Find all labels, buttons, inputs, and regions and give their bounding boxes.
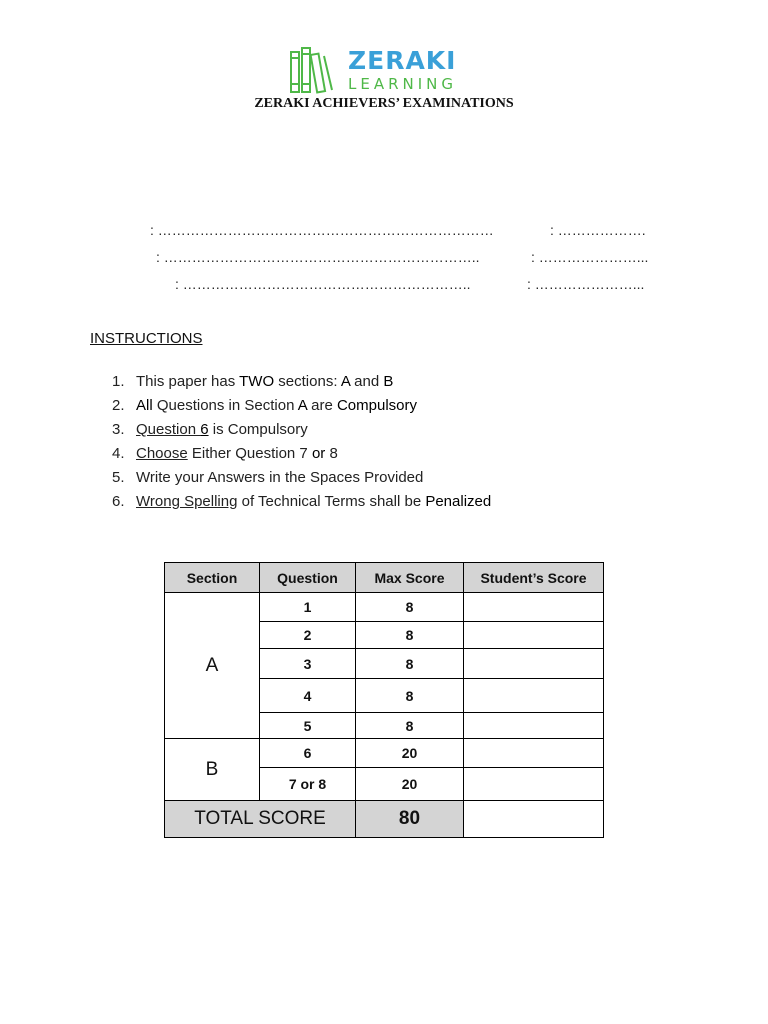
max-score-cell: 8: [356, 679, 464, 713]
text: are: [306, 397, 337, 414]
question-cell: 1: [260, 593, 356, 622]
header-section: Section: [165, 563, 260, 593]
student-score-input[interactable]: [464, 768, 604, 801]
item-number: 2.: [112, 397, 125, 414]
instructions-heading: INSTRUCTIONS: [90, 330, 203, 347]
field-line-2-left[interactable]: : …………………………………………………………..: [156, 249, 480, 265]
instruction-item: [112, 396, 491, 420]
emph-text: or: [311, 445, 326, 462]
brand-subtitle: LEARNING: [348, 75, 458, 93]
field-line-1-right[interactable]: : ……………….: [550, 222, 646, 238]
item-number: 5.: [112, 469, 125, 486]
instruction-item: [112, 444, 491, 468]
instruction-item: [112, 492, 491, 516]
underlined-text: Question: [136, 421, 201, 438]
question-cell: 2: [260, 622, 356, 649]
emph-text: Compulsory: [336, 397, 417, 414]
student-score-input[interactable]: [464, 713, 604, 739]
student-score-input[interactable]: [464, 649, 604, 679]
item-number: 3.: [112, 421, 125, 438]
text: 8: [325, 445, 338, 462]
table-row: [165, 739, 604, 768]
question-cell: 6: [260, 739, 356, 768]
underlined-text: Choose: [136, 445, 188, 462]
student-score-input[interactable]: [464, 593, 604, 622]
text: and: [350, 373, 384, 390]
text: Questions in Section: [152, 397, 298, 414]
text: of Technical Terms shall be: [237, 493, 426, 510]
item-number: 6.: [112, 493, 125, 510]
field-line-3-left[interactable]: : ……………………………………………………..: [175, 276, 471, 292]
header-student-score: Student’s Score: [464, 563, 604, 593]
text: is Compulsory: [208, 421, 308, 438]
question-cell: 5: [260, 713, 356, 739]
student-score-input[interactable]: [464, 739, 604, 768]
emph-text: B: [383, 373, 394, 390]
field-line-2-right[interactable]: : …………………...: [531, 249, 649, 265]
text: This paper has: [136, 373, 240, 390]
field-line-3-right[interactable]: : …………………...: [527, 276, 645, 292]
question-cell: 4: [260, 679, 356, 713]
total-score-label: TOTAL SCORE: [165, 801, 356, 838]
instruction-item: [112, 372, 491, 396]
total-row: [165, 801, 604, 838]
instruction-item: [112, 420, 491, 444]
instructions-list: [112, 372, 491, 516]
section-b-cell: B: [165, 739, 260, 801]
emph-text: TWO: [239, 373, 275, 390]
instruction-item: [112, 468, 491, 492]
question-cell: 7 or 8: [260, 768, 356, 801]
books-icon: [288, 44, 344, 96]
text: Write your Answers in the Spaces Provided: [136, 469, 424, 486]
emph-text: Penalized: [425, 493, 492, 510]
score-table: [164, 562, 604, 838]
emph-text: All: [136, 397, 153, 414]
underlined-text: Wrong Spelling: [136, 493, 238, 510]
text: Either Question 7: [187, 445, 312, 462]
section-a-cell: A: [165, 593, 260, 739]
item-number: 4.: [112, 445, 125, 462]
student-score-input[interactable]: [464, 622, 604, 649]
table-header-row: [165, 563, 604, 593]
exam-title: ZERAKI ACHIEVERS’ EXAMINATIONS: [254, 96, 514, 111]
max-score-cell: 8: [356, 713, 464, 739]
total-score-value: 80: [356, 801, 464, 838]
header-max-score: Max Score: [356, 563, 464, 593]
max-score-cell: 20: [356, 739, 464, 768]
brand-name: ZERAKI: [348, 46, 457, 75]
emph-text: A: [340, 373, 351, 390]
zeraki-logo: [288, 44, 478, 96]
max-score-cell: 8: [356, 649, 464, 679]
question-cell: 3: [260, 649, 356, 679]
max-score-cell: 8: [356, 622, 464, 649]
emph-text: A: [297, 397, 307, 414]
item-number: 1.: [112, 373, 125, 390]
underlined-text: 6: [200, 421, 209, 438]
field-line-1-left[interactable]: : ………………………………………………………………: [150, 222, 494, 238]
max-score-cell: 8: [356, 593, 464, 622]
header-question: Question: [260, 563, 356, 593]
table-row: [165, 593, 604, 622]
text: sections:: [274, 373, 341, 390]
student-score-input[interactable]: [464, 679, 604, 713]
student-total-input[interactable]: [464, 801, 604, 838]
max-score-cell: 20: [356, 768, 464, 801]
